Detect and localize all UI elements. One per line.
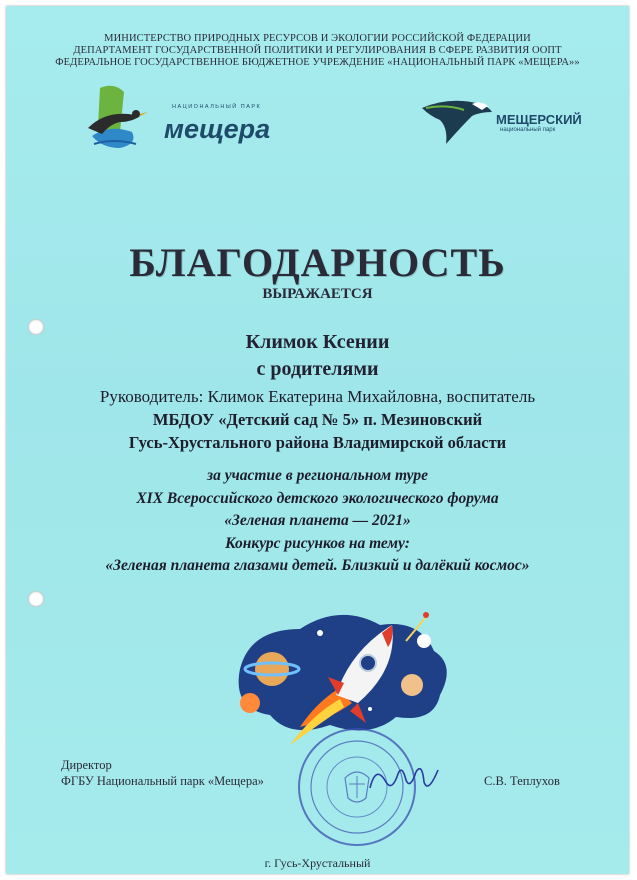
header-ministry: МИНИСТЕРСТВО ПРИРОДНЫХ РЕСУРСОВ И ЭКОЛОГИИ РОССИЙСКОЙ ФЕДЕРАЦИИ: [104, 33, 531, 44]
reason-line-5: «Зеленая планета глазами детей. Близкий и далёкий космос»: [105, 557, 530, 574]
meshchera-park-logo: [80, 78, 320, 158]
city-footer: г. Гусь-Хрустальный: [264, 856, 371, 870]
logo-right-wordmark: МЕЩЕРСКИЙ: [496, 112, 582, 127]
certificate-subtitle: ВЫРАЖАЕТСЯ: [262, 286, 373, 302]
logo-left-wordmark: мещера: [164, 114, 271, 144]
reason-line-4: Конкурс рисунков на тему:: [225, 535, 410, 552]
eagle-emblem-icon: [420, 94, 496, 150]
certificate-sheet: [6, 6, 629, 874]
reason-line-1: за участие в региональном туре: [207, 467, 428, 484]
district-line: Гусь-Хрустального района Владимирской области: [128, 433, 507, 452]
organization-line: МБДОУ «Детский сад № 5» п. Мезиновский: [152, 410, 483, 429]
recipient-with-parents: с родителями: [256, 358, 379, 380]
certificate-title: БЛАГОДАРНОСТЬ: [129, 240, 506, 285]
header-institution: ФЕДЕРАЛЬНОЕ ГОСУДАРСТВЕННОЕ БЮДЖЕТНОЕ УЧРЕЖДЕНИЕ «НАЦИОНАЛЬНЫЙ ПАРК «МЕЩЕРА»»: [55, 57, 580, 68]
header-department: ДЕПАРТАМЕНТ ГОСУДАРСТВЕННОЙ ПОЛИТИКИ И РЕГУЛИРОВАНИЯ В СФЕРЕ РАЗВИТИЯ ООПТ: [73, 45, 562, 56]
reason-line-3: «Зеленая планета — 2021»: [224, 512, 411, 529]
signature-name: С.В. Теплухов: [484, 774, 560, 788]
logo-right-caption: национальный парк: [500, 127, 556, 133]
supervisor-line: Руководитель: Климок Екатерина Михайловна, воспитатель: [99, 387, 536, 406]
handwritten-signature: [366, 758, 446, 798]
bird-emblem-icon: [80, 78, 160, 158]
signature-role: Директор: [61, 758, 112, 772]
recipient-name: Климок Ксении: [245, 331, 390, 353]
punch-hole-bottom: [28, 591, 44, 607]
reason-line-2: XIX Всероссийского детского экологического форума: [136, 490, 499, 507]
logo-left-caption: НАЦИОНАЛЬНЫЙ ПАРК: [172, 104, 262, 110]
signature-organization: ФГБУ Национальный парк «Мещера»: [61, 774, 264, 788]
meshchersky-park-logo: [420, 94, 610, 154]
